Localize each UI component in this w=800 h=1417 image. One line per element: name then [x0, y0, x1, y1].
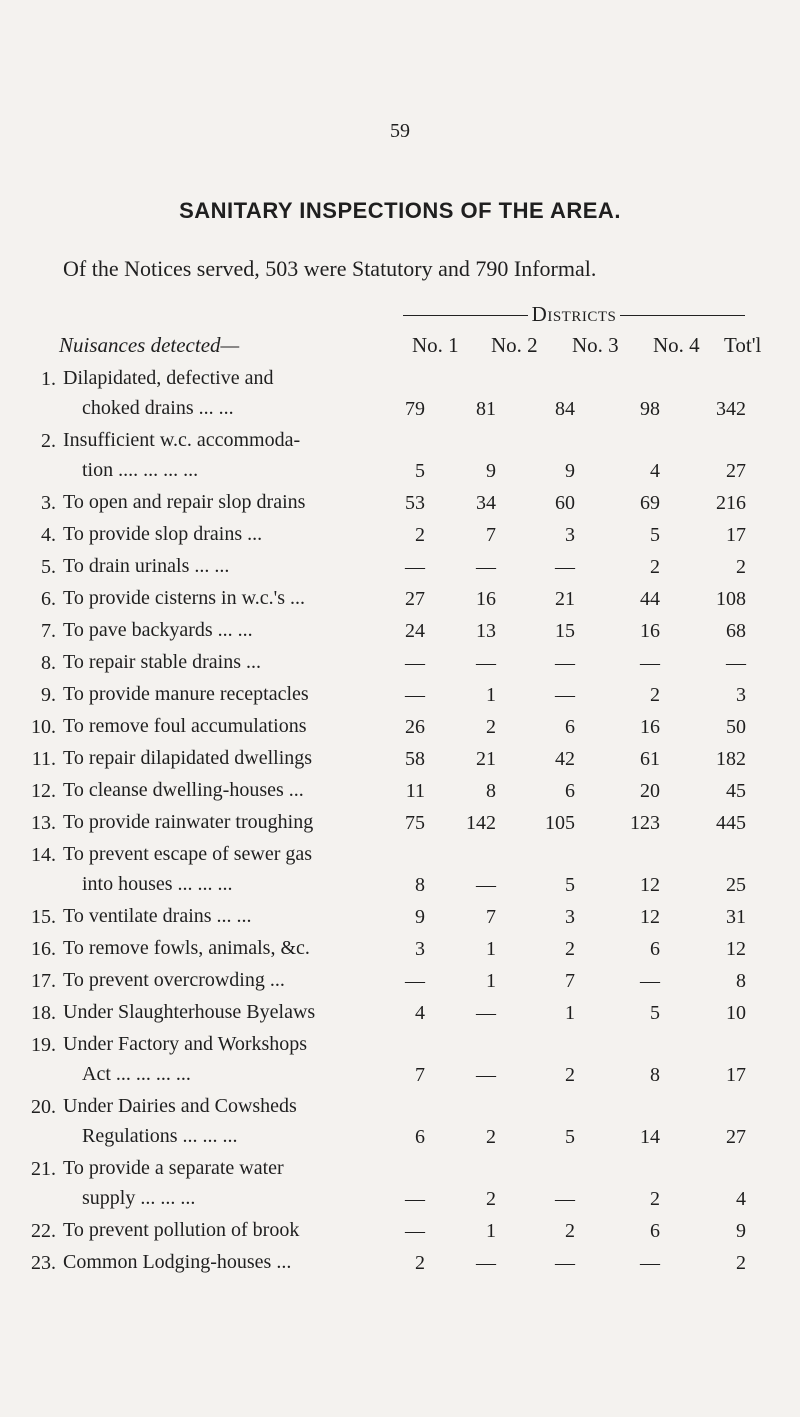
district-2-value: — — [476, 652, 496, 674]
district-1-value: 2 — [415, 1252, 425, 1274]
description-line: To prevent escape of sewer gas — [63, 843, 313, 865]
row-number: 20. — [31, 1096, 56, 1118]
row-description — [63, 775, 405, 805]
table-row — [0, 933, 800, 965]
district-3-value: 105 — [545, 812, 575, 834]
district-2-value: — — [476, 1064, 496, 1086]
district-2-value: — — [476, 1252, 496, 1274]
total-value: 8 — [736, 970, 746, 992]
row-number: 11. — [31, 748, 56, 770]
district-1-value: 58 — [405, 748, 425, 770]
row-number: 18. — [31, 1002, 56, 1024]
total-value: 10 — [726, 1002, 746, 1024]
district-1-value: 24 — [405, 620, 425, 642]
row-description — [63, 1029, 405, 1089]
district-2-value: 9 — [486, 460, 496, 482]
total-value: 17 — [726, 524, 746, 546]
table-row — [0, 425, 800, 487]
district-3-value: 21 — [555, 588, 575, 610]
district-4-value: 2 — [650, 684, 660, 706]
district-2-value: 1 — [486, 684, 496, 706]
district-3-value: 84 — [555, 398, 575, 420]
district-1-value: — — [405, 970, 425, 992]
district-3-value: 5 — [565, 874, 575, 896]
district-3-value: 6 — [565, 716, 575, 738]
district-3-value: 2 — [565, 1064, 575, 1086]
total-value: 4 — [736, 1188, 746, 1210]
total-value: 27 — [726, 1126, 746, 1148]
row-number: 16. — [31, 938, 56, 960]
description-line: Act ... ... ... ... — [82, 1063, 191, 1085]
table-row — [0, 1215, 800, 1247]
inspections-table — [0, 363, 800, 1279]
district-4-value: 16 — [640, 716, 660, 738]
district-3-value: — — [555, 556, 575, 578]
description-line: To remove fowls, animals, &c. — [63, 937, 310, 959]
district-1-value: 26 — [405, 716, 425, 738]
table-row — [0, 679, 800, 711]
district-1-header: No. 1 — [412, 333, 459, 357]
description-line: Under Slaughterhouse Byelaws — [63, 1001, 316, 1023]
table-row — [0, 551, 800, 583]
district-4-value: — — [640, 970, 660, 992]
total-header: Tot'l — [724, 333, 762, 357]
district-3-value: 1 — [565, 1002, 575, 1024]
total-value: 27 — [726, 460, 746, 482]
description-line: To drain urinals ... ... — [63, 555, 230, 577]
row-number: 10. — [31, 716, 56, 738]
table-row — [0, 363, 800, 425]
district-2-value: 8 — [486, 780, 496, 802]
description-line: To pave backyards ... ... — [63, 619, 253, 641]
total-value: 12 — [726, 938, 746, 960]
district-2-value: 142 — [466, 812, 496, 834]
district-3-value: 15 — [555, 620, 575, 642]
row-number: 17. — [31, 970, 56, 992]
row-number: 2. — [41, 430, 56, 452]
table-row — [0, 839, 800, 901]
district-1-value: — — [405, 652, 425, 674]
districts-rule-left — [403, 315, 528, 316]
row-number: 12. — [31, 780, 56, 802]
district-4-value: 14 — [640, 1126, 660, 1148]
district-1-value: 2 — [415, 524, 425, 546]
description-line: To repair stable drains ... — [63, 651, 261, 673]
description-line: To provide rainwater troughing — [63, 811, 314, 833]
column-headers — [0, 333, 800, 363]
row-description — [63, 1153, 405, 1213]
table-row — [0, 901, 800, 933]
total-value: 2 — [736, 1252, 746, 1274]
district-1-value: 11 — [405, 780, 425, 802]
description-line: To ventilate drains ... ... — [63, 905, 252, 927]
table-row — [0, 647, 800, 679]
row-description — [63, 933, 405, 963]
district-3-value: 3 — [565, 524, 575, 546]
district-4-value: 5 — [650, 1002, 660, 1024]
row-description — [63, 647, 405, 677]
row-number: 14. — [31, 844, 56, 866]
districts-label: Districts — [531, 302, 617, 326]
description-line: To remove foul accumulations — [63, 715, 307, 737]
row-description — [63, 997, 405, 1027]
table-row — [0, 711, 800, 743]
district-1-value: 7 — [415, 1064, 425, 1086]
total-value: — — [726, 652, 746, 674]
district-2-value: 2 — [486, 1188, 496, 1210]
row-description — [63, 1247, 405, 1277]
total-value: 445 — [716, 812, 746, 834]
row-description — [63, 743, 405, 773]
row-description — [63, 965, 405, 995]
row-number: 7. — [41, 620, 56, 642]
row-number: 21. — [31, 1158, 56, 1180]
table-row — [0, 965, 800, 997]
district-1-value: 6 — [415, 1126, 425, 1148]
district-3-value: 6 — [565, 780, 575, 802]
description-line: To provide a separate water — [63, 1157, 284, 1179]
description-line: Regulations ... ... ... — [82, 1125, 238, 1147]
district-2-value: 13 — [476, 620, 496, 642]
description-line: Insufficient w.c. accommoda- — [63, 429, 301, 451]
page-title: SANITARY INSPECTIONS OF THE AREA. — [179, 198, 621, 223]
row-number: 4. — [41, 524, 56, 546]
row-description — [63, 519, 405, 549]
description-line: Under Factory and Workshops — [63, 1033, 308, 1055]
district-1-value: — — [405, 684, 425, 706]
row-description — [63, 807, 405, 837]
row-number: 9. — [41, 684, 56, 706]
total-value: 9 — [736, 1220, 746, 1242]
table-row — [0, 487, 800, 519]
district-4-value: 61 — [640, 748, 660, 770]
district-4-value: 12 — [640, 906, 660, 928]
row-description — [63, 711, 405, 741]
district-4-value: 2 — [650, 556, 660, 578]
row-description — [63, 583, 405, 613]
row-description — [63, 1215, 405, 1245]
page-number: 59 — [390, 120, 410, 142]
district-4-value: 12 — [640, 874, 660, 896]
district-3-value: 42 — [555, 748, 575, 770]
district-4-value: 123 — [630, 812, 660, 834]
total-value: 45 — [726, 780, 746, 802]
description-line: To provide slop drains ... — [63, 523, 263, 545]
district-4-value: 6 — [650, 938, 660, 960]
row-description — [63, 425, 405, 485]
district-2-header: No. 2 — [491, 333, 538, 357]
district-1-value: 5 — [415, 460, 425, 482]
district-4-value: — — [640, 652, 660, 674]
description-line: To prevent pollution of brook — [63, 1219, 300, 1241]
row-number: 19. — [31, 1034, 56, 1056]
district-2-value: 2 — [486, 1126, 496, 1148]
districts-rule-right — [620, 315, 745, 316]
district-1-value: 79 — [405, 398, 425, 420]
district-2-value: 81 — [476, 398, 496, 420]
row-number: 15. — [31, 906, 56, 928]
description-line: Common Lodging-houses ... — [63, 1251, 292, 1273]
table-row — [0, 1091, 800, 1153]
district-3-value: 9 — [565, 460, 575, 482]
intro-text: Of the Notices served, 503 were Statutory and 790 Informal. — [63, 256, 597, 281]
table-row — [0, 1029, 800, 1091]
total-value: 216 — [716, 492, 746, 514]
row-number: 8. — [41, 652, 56, 674]
district-1-value: — — [405, 556, 425, 578]
district-4-value: 6 — [650, 1220, 660, 1242]
description-line: choked drains ... ... — [82, 397, 234, 419]
district-2-value: — — [476, 874, 496, 896]
district-3-value: 2 — [565, 938, 575, 960]
row-number: 23. — [31, 1252, 56, 1274]
table-row — [0, 615, 800, 647]
total-value: 68 — [726, 620, 746, 642]
description-line: To cleanse dwelling-houses ... — [63, 779, 304, 801]
row-description — [63, 679, 405, 709]
total-value: 342 — [716, 398, 746, 420]
district-1-value: 9 — [415, 906, 425, 928]
district-3-value: 3 — [565, 906, 575, 928]
row-number: 13. — [31, 812, 56, 834]
row-description — [63, 487, 405, 517]
district-3-value: 2 — [565, 1220, 575, 1242]
total-value: 17 — [726, 1064, 746, 1086]
description-line: supply ... ... ... — [82, 1187, 196, 1209]
table-row — [0, 1153, 800, 1215]
description-line: To prevent overcrowding ... — [63, 969, 285, 991]
district-2-value: 1 — [486, 938, 496, 960]
description-line: into houses ... ... ... — [82, 873, 233, 895]
district-1-value: 27 — [405, 588, 425, 610]
description-line: To provide cisterns in w.c.'s ... — [63, 587, 305, 609]
total-value: 3 — [736, 684, 746, 706]
description-line: Dilapidated, defective and — [63, 367, 274, 389]
district-1-value: 53 — [405, 492, 425, 514]
district-2-value: — — [476, 1002, 496, 1024]
table-row — [0, 583, 800, 615]
district-3-value: — — [555, 1252, 575, 1274]
total-value: 182 — [716, 748, 746, 770]
district-4-value: 8 — [650, 1064, 660, 1086]
total-value: 31 — [726, 906, 746, 928]
district-2-value: 1 — [486, 1220, 496, 1242]
description-line: To repair dilapidated dwellings — [63, 747, 313, 769]
total-value: 108 — [716, 588, 746, 610]
total-value: 25 — [726, 874, 746, 896]
row-description — [63, 1091, 405, 1151]
district-2-value: 21 — [476, 748, 496, 770]
description-line: To provide manure receptacles — [63, 683, 309, 705]
table-row — [0, 775, 800, 807]
total-value: 2 — [736, 556, 746, 578]
district-4-value: 98 — [640, 398, 660, 420]
district-1-value: — — [405, 1188, 425, 1210]
district-1-value: 75 — [405, 812, 425, 834]
description-line: tion .... ... ... ... — [82, 459, 199, 481]
row-number: 22. — [31, 1220, 56, 1242]
districts-header — [403, 302, 745, 327]
district-4-value: 20 — [640, 780, 660, 802]
district-1-value: 4 — [415, 1002, 425, 1024]
row-description — [63, 901, 405, 931]
description-line: To open and repair slop drains — [63, 491, 306, 513]
table-row — [0, 1247, 800, 1279]
district-1-value: — — [405, 1220, 425, 1242]
district-4-value: — — [640, 1252, 660, 1274]
district-3-value: 5 — [565, 1126, 575, 1148]
total-value: 50 — [726, 716, 746, 738]
district-4-header: No. 4 — [653, 333, 700, 357]
district-3-value: 7 — [565, 970, 575, 992]
district-2-value: 7 — [486, 906, 496, 928]
table-row — [0, 519, 800, 551]
district-3-header: No. 3 — [572, 333, 619, 357]
district-3-value: — — [555, 1188, 575, 1210]
district-4-value: 5 — [650, 524, 660, 546]
district-2-value: 1 — [486, 970, 496, 992]
district-4-value: 44 — [640, 588, 660, 610]
table-row — [0, 743, 800, 775]
row-description — [63, 363, 405, 423]
district-2-value: 34 — [476, 492, 496, 514]
table-row — [0, 807, 800, 839]
district-2-value: 2 — [486, 716, 496, 738]
description-line: Under Dairies and Cowsheds — [63, 1095, 297, 1117]
district-2-value: — — [476, 556, 496, 578]
district-1-value: 8 — [415, 874, 425, 896]
district-4-value: 2 — [650, 1188, 660, 1210]
district-2-value: 16 — [476, 588, 496, 610]
row-description — [63, 839, 405, 899]
row-description — [63, 551, 405, 581]
district-3-value: — — [555, 684, 575, 706]
district-4-value: 4 — [650, 460, 660, 482]
district-4-value: 16 — [640, 620, 660, 642]
district-2-value: 7 — [486, 524, 496, 546]
district-4-value: 69 — [640, 492, 660, 514]
district-3-value: — — [555, 652, 575, 674]
row-number: 3. — [41, 492, 56, 514]
row-description — [63, 615, 405, 645]
row-number: 6. — [41, 588, 56, 610]
district-1-value: 3 — [415, 938, 425, 960]
nuisances-header: Nuisances detected— — [59, 333, 240, 357]
row-number: 5. — [41, 556, 56, 578]
table-row — [0, 997, 800, 1029]
district-3-value: 60 — [555, 492, 575, 514]
row-number: 1. — [41, 368, 56, 390]
